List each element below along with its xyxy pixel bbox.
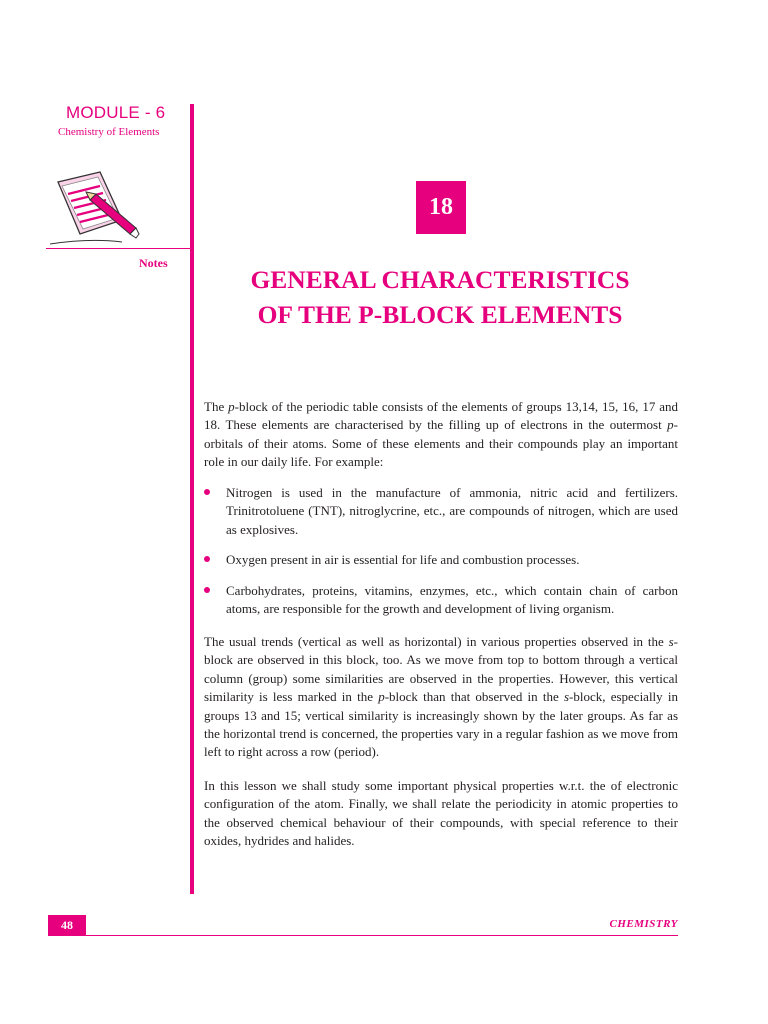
list-item: Oxygen present in air is essential for life and combustion processes. bbox=[204, 551, 678, 569]
margin-divider bbox=[46, 248, 190, 249]
bullet-dot-icon bbox=[204, 489, 210, 495]
footer-subject: CHEMISTRY bbox=[609, 918, 678, 930]
bullet-dot-icon bbox=[204, 556, 210, 562]
intro-paragraph: The p-block of the periodic table consists of the elements of groups 13,14, 15, 16, 17 and 18. These elements are characterised by the filling up of electrons in the outermost p-orbitals of their atoms. Some of these elements and their compounds play an important role in our daily life. For example: bbox=[204, 399, 678, 470]
list-item: Nitrogen is used in the manufacture of ammonia, nitric acid and fertilizers. Trinitrotoluene (TNT), nitroglycrine, etc., are compounds of nitrogen, which are used as explosives. bbox=[204, 484, 678, 539]
module-label: MODULE - 6 bbox=[66, 103, 166, 122]
trends-paragraph: The usual trends (vertical as well as horizontal) in various properties observed in the s-block are observed in this block, too. As we move from top to bottom through a vertical column (group) some similarities are observed in the properties. However, this vertical similarity is less marked in the p-block than that observed in the s-block, especially in groups 13 and 15; vertical similarity is increasingly shown by the later groups. As far as the horizontal trend is concerned, the properties vary in a regular fashion as we move from left to right across a row (period). bbox=[204, 634, 678, 760]
margin-bar bbox=[190, 104, 194, 894]
page-number: 48 bbox=[48, 915, 86, 935]
module-subtitle: Chemistry of Elements bbox=[58, 126, 160, 138]
bullet-dot-icon bbox=[204, 587, 210, 593]
notepad-pencil-icon bbox=[50, 168, 140, 251]
list-item: Carbohydrates, proteins, vitamins, enzymes, etc., which contain chain of carbon atoms, are responsible for the growth and development of living organism. bbox=[204, 582, 678, 619]
chapter-number: 18 bbox=[416, 181, 466, 234]
chapter-title-line2: OF THE P-BLOCK ELEMENTS bbox=[257, 300, 623, 329]
notes-label: Notes bbox=[139, 256, 168, 270]
examples-list bbox=[204, 484, 678, 630]
lesson-paragraph: In this lesson we shall study some important physical properties w.r.t. the of electronic configuration of the atom. Finally, we shall relate the periodicity in atomic properties to the observed chemical behaviour of their compounds, with special reference to their oxides, hydrides and halides. bbox=[204, 778, 678, 849]
chapter-title-line1: GENERAL CHARACTERISTICS bbox=[250, 265, 630, 294]
footer-rule bbox=[48, 935, 678, 936]
chapter-title bbox=[200, 262, 680, 332]
